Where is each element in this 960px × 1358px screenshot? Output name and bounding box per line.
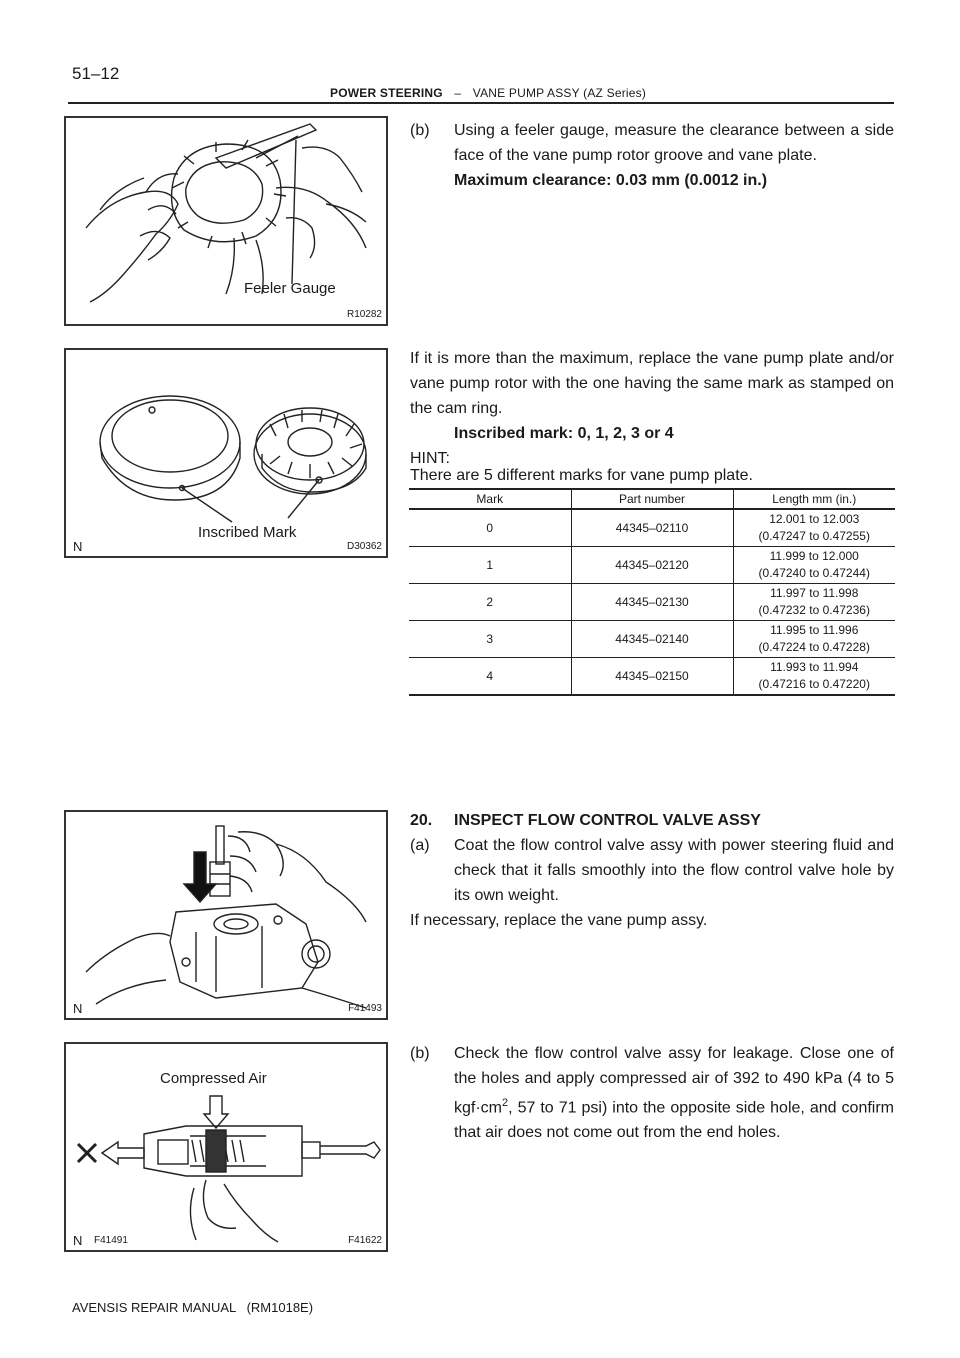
step-b2-label: (b) xyxy=(410,1045,430,1062)
length-inch: (0.47224 to 0.47228) xyxy=(758,640,870,654)
table-header: Mark xyxy=(409,489,571,509)
table-cell-length xyxy=(733,547,895,584)
inscribed-mark-label: Inscribed Mark xyxy=(198,524,297,541)
figure-compressed-air xyxy=(64,1042,388,1252)
table-row xyxy=(409,584,895,621)
header-subsection: VANE PUMP ASSY (AZ Series) xyxy=(472,86,647,100)
figure-n-mark: N xyxy=(73,1233,83,1248)
figure-code: D30362 xyxy=(346,541,382,552)
table-cell-part: 44345–02130 xyxy=(571,584,733,621)
page-number: 51–12 xyxy=(72,64,120,83)
manual-footer: AVENSIS REPAIR MANUAL (RM1018E) xyxy=(72,1300,314,1315)
table-row xyxy=(409,547,895,584)
step-a-label: (a) xyxy=(410,837,430,854)
hint-label: HINT: xyxy=(410,450,450,467)
hint-text: There are 5 different marks for vane pump plate. xyxy=(410,467,753,484)
header-section: POWER STEERING xyxy=(330,86,443,100)
table-cell-part: 44345–02120 xyxy=(571,547,733,584)
header-rule xyxy=(68,102,894,104)
figure-code: F41622 xyxy=(348,1235,382,1246)
table-cell-part: 44345–02140 xyxy=(571,621,733,658)
table-row xyxy=(409,658,895,696)
step-b-text: Using a feeler gauge, measure the clearance between a side face of the vane pump rotor groove and vane plate. xyxy=(454,122,894,164)
table-cell-length xyxy=(733,658,895,696)
running-header xyxy=(330,86,646,100)
figure-n-mark: N xyxy=(73,539,83,554)
table-cell-length xyxy=(733,584,895,621)
compressed-air-label: Compressed Air xyxy=(160,1070,267,1087)
table-cell-part: 44345–02150 xyxy=(571,658,733,696)
step-b-label: (b) xyxy=(410,122,430,139)
inscribed-mark-spec: Inscribed mark: 0, 1, 2, 3 or 4 xyxy=(454,425,674,442)
length-mm: 11.993 to 11.994 xyxy=(770,660,859,674)
section-title: INSPECT FLOW CONTROL VALVE ASSY xyxy=(454,812,761,829)
step-b2-text xyxy=(454,1041,894,1145)
length-inch: (0.47216 to 0.47220) xyxy=(758,677,870,691)
length-mm: 11.997 to 11.998 xyxy=(770,586,859,600)
length-mm: 11.995 to 11.996 xyxy=(770,623,859,637)
table-header: Part number xyxy=(571,489,733,509)
figure-code-secondary: F41491 xyxy=(94,1235,128,1246)
table-cell-length xyxy=(733,621,895,658)
figure-feeler-gauge xyxy=(64,116,388,326)
length-inch: (0.47247 to 0.47255) xyxy=(758,529,870,543)
length-inch: (0.47232 to 0.47236) xyxy=(758,603,870,617)
table-cell-mark: 1 xyxy=(409,547,571,584)
table-row xyxy=(409,509,895,547)
table-cell-length xyxy=(733,509,895,547)
step-b2-text-1: Check the flow control valve assy for leakage. Close one of the holes and apply compressed air of 392 to 490 kPa (4 to 5 kgf·cm xyxy=(454,1045,894,1117)
header-separator: – xyxy=(454,86,462,100)
valve-insertion-illustration xyxy=(66,812,386,1018)
replace-paragraph: If it is more than the maximum, replace the vane pump plate and/or vane pump rotor with the one having the same mark as stamped on the cam ring. xyxy=(410,350,894,417)
figure-code: F41493 xyxy=(348,1003,382,1014)
table-cell-mark: 0 xyxy=(409,509,571,547)
table-cell-mark: 3 xyxy=(409,621,571,658)
figure-code: R10282 xyxy=(346,309,382,320)
step-a-text: Coat the flow control valve assy with power steering fluid and check that it falls smoothly into the flow control valve hole by its own weight. xyxy=(454,837,894,904)
figure-inscribed-mark xyxy=(64,348,388,558)
max-clearance-spec: Maximum clearance: 0.03 mm (0.0012 in.) xyxy=(454,172,768,189)
vane-plate-table xyxy=(409,488,895,696)
superscript-2: 2 xyxy=(502,1097,509,1109)
replace-pump-note: If necessary, replace the vane pump assy. xyxy=(410,912,708,929)
length-mm: 12.001 to 12.003 xyxy=(769,512,860,526)
length-mm: 11.999 to 12.000 xyxy=(769,549,859,563)
length-inch: (0.47240 to 0.47244) xyxy=(758,566,870,580)
table-cell-mark: 2 xyxy=(409,584,571,621)
feeler-gauge-label: Feeler Gauge xyxy=(244,280,336,297)
table-cell-part: 44345–02110 xyxy=(571,509,733,547)
table-row xyxy=(409,621,895,658)
table-cell-mark: 4 xyxy=(409,658,571,696)
section-number: 20. xyxy=(410,812,433,829)
table-header-row xyxy=(409,489,895,509)
figure-valve-insertion xyxy=(64,810,388,1020)
figure-n-mark: N xyxy=(73,1001,83,1016)
table-header: Length mm (in.) xyxy=(733,489,895,509)
step-b2-text-2: , 57 to 71 psi) into the opposite side hole, and confirm that air does not come out from the end holes. xyxy=(454,1099,894,1142)
feeler-gauge-illustration xyxy=(66,118,386,324)
